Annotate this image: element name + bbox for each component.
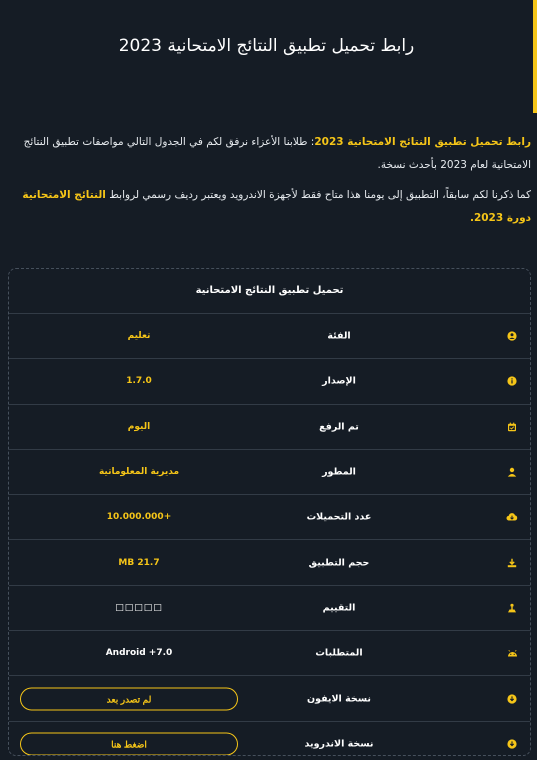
iphone-download-button[interactable]: لم تصدر بعد	[20, 687, 238, 710]
row-label: تم الرفع	[319, 421, 359, 433]
row-label: المتطلبات	[315, 647, 363, 659]
row-value: اليوم	[127, 421, 151, 432]
info-row-uploaded	[9, 405, 530, 450]
info-row-category	[9, 314, 530, 359]
row-label: المطور	[322, 466, 356, 478]
row-value: 21.7 MB	[118, 557, 160, 568]
rating-value: □□□□□	[115, 602, 163, 613]
app-info-card	[8, 268, 531, 756]
arrow-down-circle-icon	[506, 693, 518, 705]
download-icon	[506, 557, 518, 569]
row-value: 1.7.0	[126, 376, 152, 387]
intro-end-2: .	[469, 212, 474, 224]
info-row-version	[9, 359, 530, 404]
info-row-requirements	[9, 631, 530, 676]
row-value: +10.000.000	[106, 512, 172, 523]
info-icon	[506, 375, 518, 387]
calendar-icon	[506, 421, 518, 433]
info-row-downloads	[9, 495, 530, 540]
row-value: تعليم	[127, 331, 151, 342]
info-row-android	[9, 722, 530, 756]
android-icon	[506, 647, 518, 659]
intro-text-2: كما ذكرنا لكم سابقاً، التطبيق إلى يومنا هذا متاح فقط لأجهزة الاندرويد ويعتبر رديف رسمي لروابط	[105, 189, 531, 201]
info-row-size	[9, 540, 530, 585]
info-row-rating	[9, 586, 530, 631]
row-label: حجم التطبيق	[308, 557, 370, 569]
info-row-iphone	[9, 676, 530, 721]
rating-icon	[506, 602, 518, 614]
cloud-download-icon	[506, 511, 518, 523]
user-icon	[506, 466, 518, 478]
intro-paragraph-2	[14, 184, 531, 230]
intro-text	[14, 131, 531, 230]
info-row-developer	[9, 450, 530, 495]
row-label: نسخة الاندرويد	[304, 738, 374, 750]
row-label: عدد التحميلات	[306, 511, 372, 523]
intro-highlight-2: النتائج الامتحانية دورة 2023	[22, 189, 531, 224]
page-header	[0, 0, 537, 113]
row-label: نسخة الايفون	[307, 693, 371, 705]
intro-paragraph-1	[14, 131, 531, 177]
row-value: مديرية المعلوماتية	[98, 467, 180, 478]
user-circle-icon	[506, 330, 518, 342]
intro-text-1: : طلابنا الأعزاء نرفق لكم في الجدول التالي مواصفات تطبيق النتائج الامتحانية لعام 2023 بأحدث نسخة.	[23, 136, 531, 171]
android-download-button[interactable]: اضغط هنا	[20, 732, 238, 755]
row-label: التقييم	[322, 602, 356, 614]
card-title: تحميل تطبيق النتائج الامتحانية	[9, 269, 530, 314]
intro-highlight-1: رابط تحميل تطبيق النتائج الامتحانية 2023	[314, 136, 531, 148]
arrow-down-circle-icon	[506, 738, 518, 750]
page-title: رابط تحميل تطبيق النتائج الامتحانية 2023	[118, 36, 415, 56]
row-label: الفئة	[327, 330, 351, 342]
row-label: الإصدار	[322, 375, 356, 387]
row-value: Android +7.0	[105, 648, 173, 659]
